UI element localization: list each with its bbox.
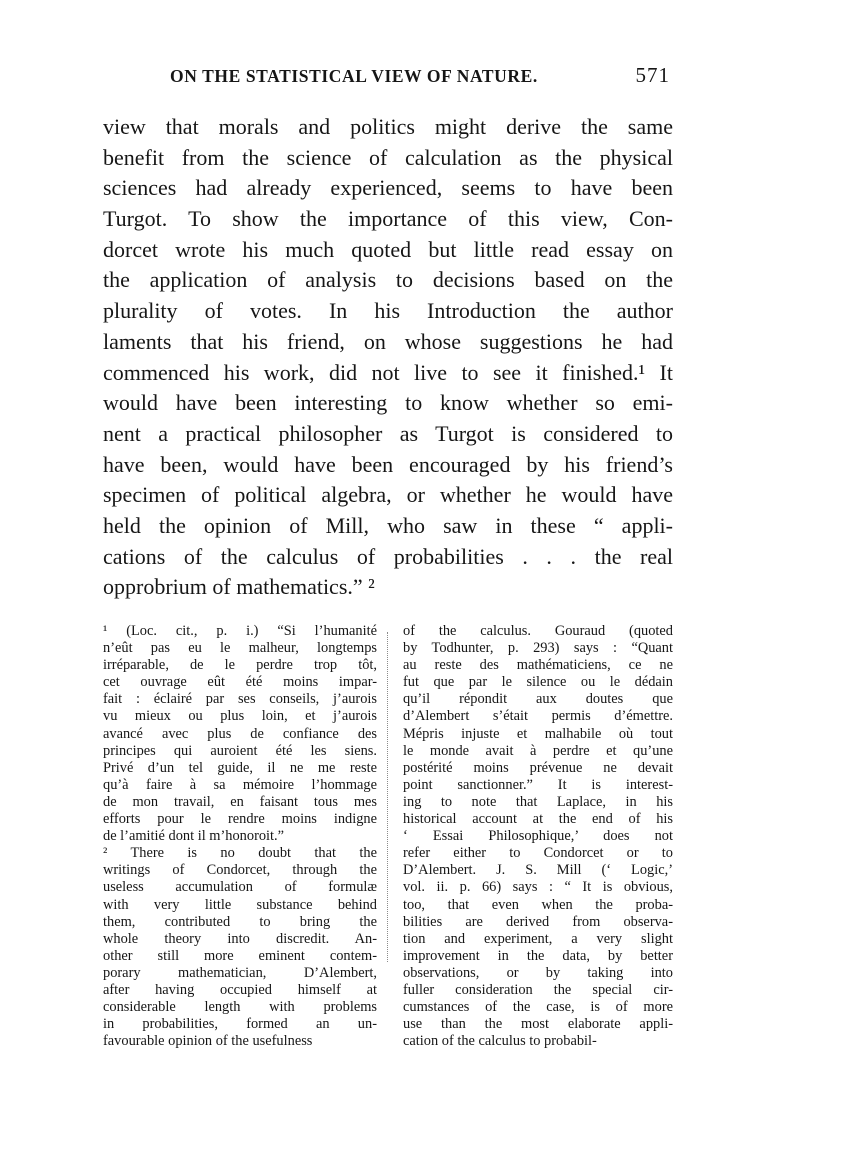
footnote-line: cet ouvrage eût été moins impar- bbox=[103, 674, 377, 691]
footnote-line: qu’il répondit aux doutes que bbox=[403, 691, 673, 708]
footnote-line: of the calculus. Gouraud (quoted bbox=[403, 623, 673, 639]
footnote-line: use than the most elaborate appli- bbox=[403, 1016, 673, 1033]
footnote-line: by Todhunter, p. 293) says : “Quant bbox=[403, 640, 673, 657]
text-line: the application of analysis to decisions based on the bbox=[103, 267, 673, 293]
footnote-line: au reste des mathématiciens, ce ne bbox=[403, 657, 673, 674]
running-title: ON THE STATISTICAL VIEW OF NATURE. bbox=[170, 66, 538, 86]
column-divider bbox=[387, 632, 388, 962]
text-line: would have been interesting to know whether so emi- bbox=[103, 390, 673, 416]
footnote-line: postérité moins prévenue ne devait bbox=[403, 759, 673, 776]
page-header bbox=[170, 63, 670, 90]
text-line: opprobrium of mathematics.” ² bbox=[103, 574, 375, 600]
footnote-line: refer either to Condorcet or to bbox=[403, 845, 673, 862]
footnote-line: fait : éclairé par ses conseils, j’aurois bbox=[103, 691, 377, 708]
footnote-line: observations, or by taking into bbox=[403, 964, 673, 981]
footnotes-left-column bbox=[103, 623, 377, 1050]
footnotes-right-column bbox=[403, 623, 673, 1050]
footnote-line: cumstances of the case, is of more bbox=[403, 999, 673, 1016]
footnote-line: Mépris injuste et malhabile où tout bbox=[403, 725, 673, 742]
footnote-line: vu mieux ou plus loin, et j’aurois bbox=[103, 708, 377, 725]
footnote-line: principes qui auroient été les siens. bbox=[103, 742, 377, 759]
footnote-line: cation of the calculus to probabil- bbox=[403, 1033, 597, 1050]
footnote-line: vol. ii. p. 66) says : “ It is obvious, bbox=[403, 879, 673, 896]
footnote-line: other still more eminent contem- bbox=[103, 947, 377, 964]
footnote-line: too, that even when the proba- bbox=[403, 896, 673, 913]
footnote-line: avancé avec plus de confiance des bbox=[103, 725, 377, 742]
footnote-line: favourable opinion of the usefulness bbox=[103, 1033, 313, 1050]
text-line: nent a practical philosopher as Turgot is considered to bbox=[103, 420, 673, 446]
text-line: Turgot. To show the importance of this view, Con- bbox=[103, 206, 673, 232]
footnote-line: point sanctionner.” It is interest- bbox=[403, 776, 673, 793]
text-line: cations of the calculus of probabilities . . . the real bbox=[103, 543, 673, 569]
footnote-line: them, contributed to bring the bbox=[103, 913, 377, 930]
footnote-line: whole theory into discredit. An- bbox=[103, 930, 377, 947]
footnote-line: de l’amitié dont il m’honoroit.” bbox=[103, 828, 285, 845]
text-line: benefit from the science of calculation as the physical bbox=[103, 144, 673, 170]
footnote-line: considerable length with problems bbox=[103, 999, 377, 1016]
footnote-line: qu’à faire à sa mémoire l’hommage bbox=[103, 776, 377, 793]
footnote-line: le monde avait à perdre et qu’une bbox=[403, 742, 673, 759]
footnote-line: Privé d’un tel guide, il ne me reste bbox=[103, 759, 377, 776]
footnote-line: porary mathematician, D’Alembert, bbox=[103, 964, 377, 981]
footnote-line: tion and experiment, a very slight bbox=[403, 930, 673, 947]
footnote-line: useless accumulation of formulæ bbox=[103, 879, 377, 896]
text-line: specimen of political algebra, or whether he would have bbox=[103, 482, 673, 508]
text-line: laments that his friend, on whose suggestions he had bbox=[103, 328, 673, 354]
footnote-line: after having occupied himself at bbox=[103, 981, 377, 998]
footnote-line: ¹ (Loc. cit., p. i.) “Si l’humanité bbox=[103, 623, 377, 639]
main-text bbox=[103, 112, 673, 603]
footnote-line: with very little substance behind bbox=[103, 896, 377, 913]
footnote-line: de mon travail, en faisant tous mes bbox=[103, 793, 377, 810]
text-line: have been, would have been encouraged by his friend’s bbox=[103, 451, 673, 477]
footnote-line: efforts pour le rendre moins indigne bbox=[103, 811, 377, 828]
footnote-line: in probabilities, formed an un- bbox=[103, 1016, 377, 1033]
footnote-line: fut que par le silence ou le dédain bbox=[403, 674, 673, 691]
footnote-line: ² There is no doubt that the bbox=[103, 845, 377, 862]
text-line: view that morals and politics might derive the same bbox=[103, 114, 673, 139]
text-line: held the opinion of Mill, who saw in these “ appli- bbox=[103, 512, 673, 538]
text-line: dorcet wrote his much quoted but little read essay on bbox=[103, 236, 673, 262]
footnote-line: writings of Condorcet, through the bbox=[103, 862, 377, 879]
footnote-line: bilities are derived from observa- bbox=[403, 913, 673, 930]
footnote-line: d’Alembert s’était permis d’émettre. bbox=[403, 708, 673, 725]
footnote-line: historical account at the end of his bbox=[403, 811, 673, 828]
footnote-line: D’Alembert. J. S. Mill (‘ Logic,’ bbox=[403, 862, 673, 879]
page-number: 571 bbox=[635, 63, 670, 87]
footnote-line: ing to note that Laplace, in his bbox=[403, 793, 673, 810]
footnote-line: n’eût pas eu le malheur, longtemps bbox=[103, 640, 377, 657]
text-line: sciences had already experienced, seems to have been bbox=[103, 175, 673, 201]
footnote-line: improvement in the data, by better bbox=[403, 947, 673, 964]
text-line: plurality of votes. In his Introduction the author bbox=[103, 298, 673, 324]
text-line: commenced his work, did not live to see it finished.¹ It bbox=[103, 359, 673, 385]
footnote-line: ‘ Essai Philosophique,’ does not bbox=[403, 828, 673, 845]
footnote-line: fuller consideration the special cir- bbox=[403, 981, 673, 998]
footnote-line: irréparable, de le perdre trop tôt, bbox=[103, 657, 377, 674]
